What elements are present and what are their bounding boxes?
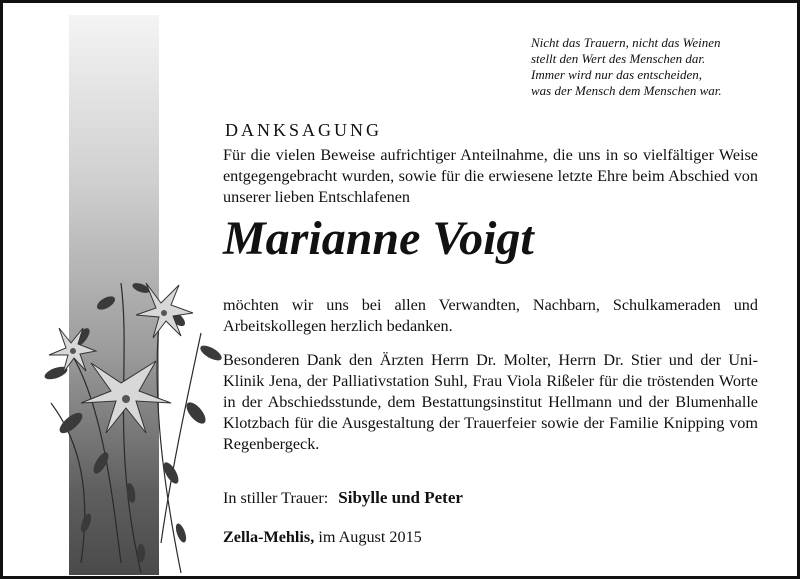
mourners-line	[223, 488, 463, 508]
mourners-label: In stiller Trauer:	[223, 489, 329, 507]
thanks-paragraph: möchten wir uns bei allen Verwandten, Nachbarn, Schulkameraden und Arbeitskollegen herzlich bedanken.	[223, 296, 758, 335]
special-thanks-paragraph: Besonderen Dank den Ärzten Herrn Dr. Molter, Herrn Dr. Stier und der Uni-Klinik Jena, der Palliativstation Suhl, Frau Viola Rißeler für die tröstenden Worte in der Abschiedsstunde, dem Bestattungsinstitut Hellmann und der Blumenhalle Klotzbach für die Ausgestaltung der Trauerfeier sowie der Familie Knipping vom Regenbergeck.	[223, 351, 758, 453]
deceased-name: Marianne Voigt	[223, 212, 534, 265]
mourners-names: Sibylle und Peter	[338, 488, 463, 507]
memorial-quote	[531, 35, 771, 99]
intro-paragraph: Für die vielen Beweise aufrichtiger Anteilnahme, die uns in so vielfältiger Weise entgegengebracht wurden, sowie für die erwiesene letzte Ehre beim Abschied von unserer lieben Entschlafenen	[223, 146, 758, 206]
date: im August 2015	[318, 528, 422, 546]
quote-line: stellt den Wert des Menschen dar.	[531, 51, 706, 66]
place: Zella-Mehlis,	[223, 528, 315, 546]
flower-bouquet-image	[11, 243, 241, 578]
quote-line: Nicht das Trauern, nicht das Weinen	[531, 35, 721, 50]
quote-line: was der Mensch dem Menschen war.	[531, 83, 722, 98]
quote-line: Immer wird nur das entscheiden,	[531, 67, 703, 82]
place-date-line	[223, 528, 422, 547]
notice-heading: DANKSAGUNG	[225, 120, 383, 140]
